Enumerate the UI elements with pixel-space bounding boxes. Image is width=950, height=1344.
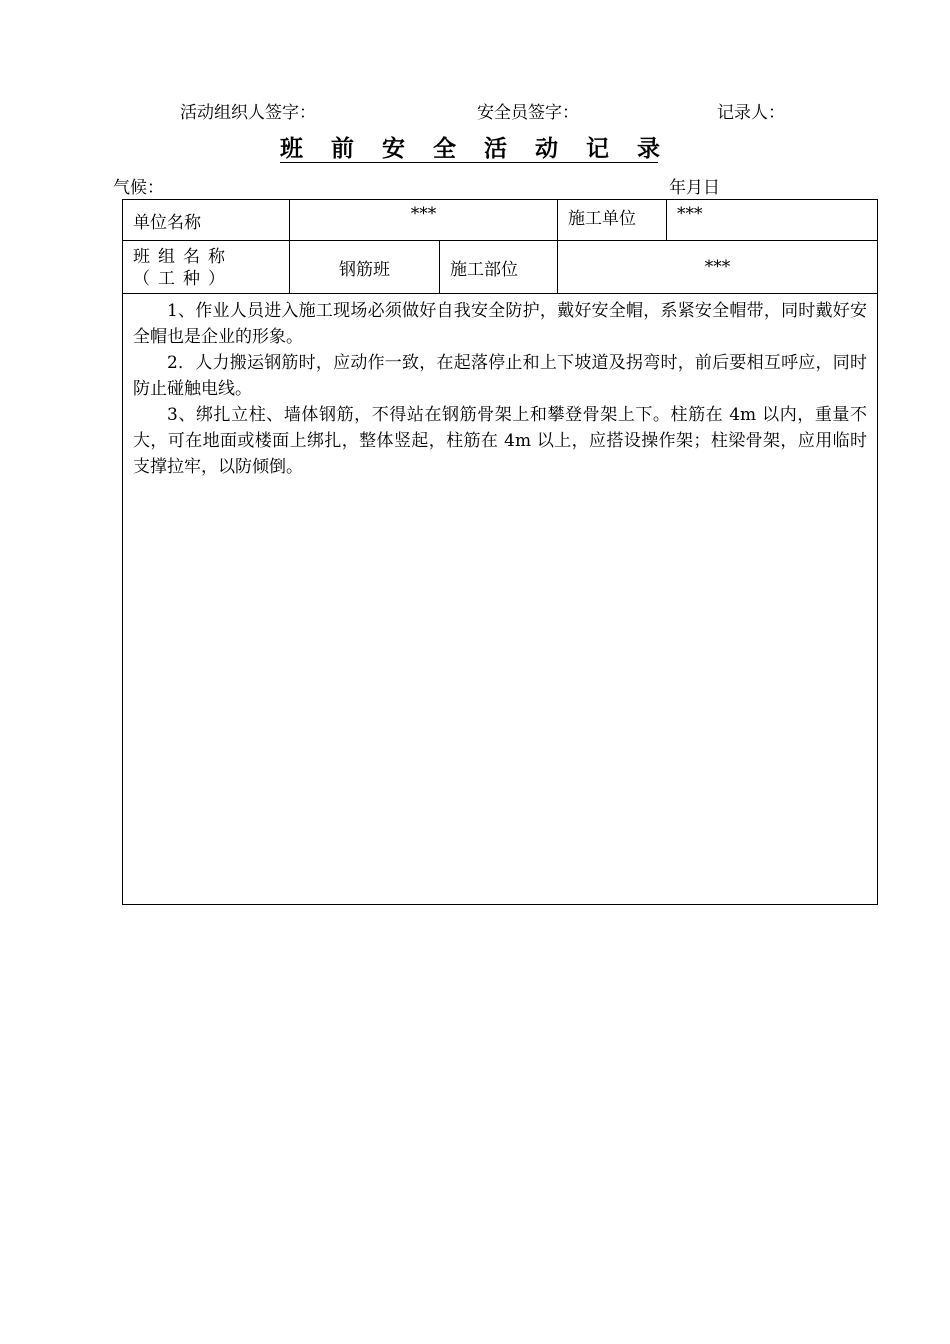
organizer-signature-label: 活动组织人签字： <box>180 103 316 123</box>
unit-name-value: *** <box>290 200 558 241</box>
construction-unit-value: *** <box>667 200 878 241</box>
date-label: 年月日 <box>669 178 720 198</box>
team-row <box>123 241 878 294</box>
safety-content-cell <box>123 294 878 905</box>
safety-item-2: 2．人力搬运钢筋时，应动作一致，在起落停止和上下坡道及拐弯时，前后要相互呼应，同时防止碰触电线。 <box>133 353 867 399</box>
safety-item-1: 1、作业人员进入施工现场必须做好自我安全防护，戴好安全帽，系紧安全帽带，同时戴好安全帽也是企业的形象。 <box>133 301 867 347</box>
team-name-value: 钢筋班 <box>290 241 440 294</box>
document-title: 班 前 安 全 活 动 记 录 <box>280 135 671 162</box>
activity-record-table <box>122 199 878 905</box>
content-row <box>123 294 878 905</box>
safety-officer-signature-label: 安全员签字： <box>477 103 579 123</box>
unit-name-label: 单位名称 <box>123 200 290 241</box>
construction-part-value: *** <box>558 241 878 294</box>
construction-part-label: 施工部位 <box>440 241 558 294</box>
team-name-label: 班组名称（工种） <box>123 241 290 294</box>
weather-label: 气候： <box>113 178 164 198</box>
recorder-label: 记录人： <box>717 103 785 123</box>
construction-unit-label: 施工单位 <box>558 200 667 241</box>
unit-row <box>123 200 878 241</box>
safety-item-3: 3、绑扎立柱、墙体钢筋，不得站在钢筋骨架上和攀登骨架上下。柱筋在 4m 以内，重量不大，可在地面或楼面上绑扎，整体竖起，柱筋在 4m 以上，应搭设操作架；柱梁骨架，应用临时支撑拉牢，以防倾倒。 <box>133 405 867 477</box>
